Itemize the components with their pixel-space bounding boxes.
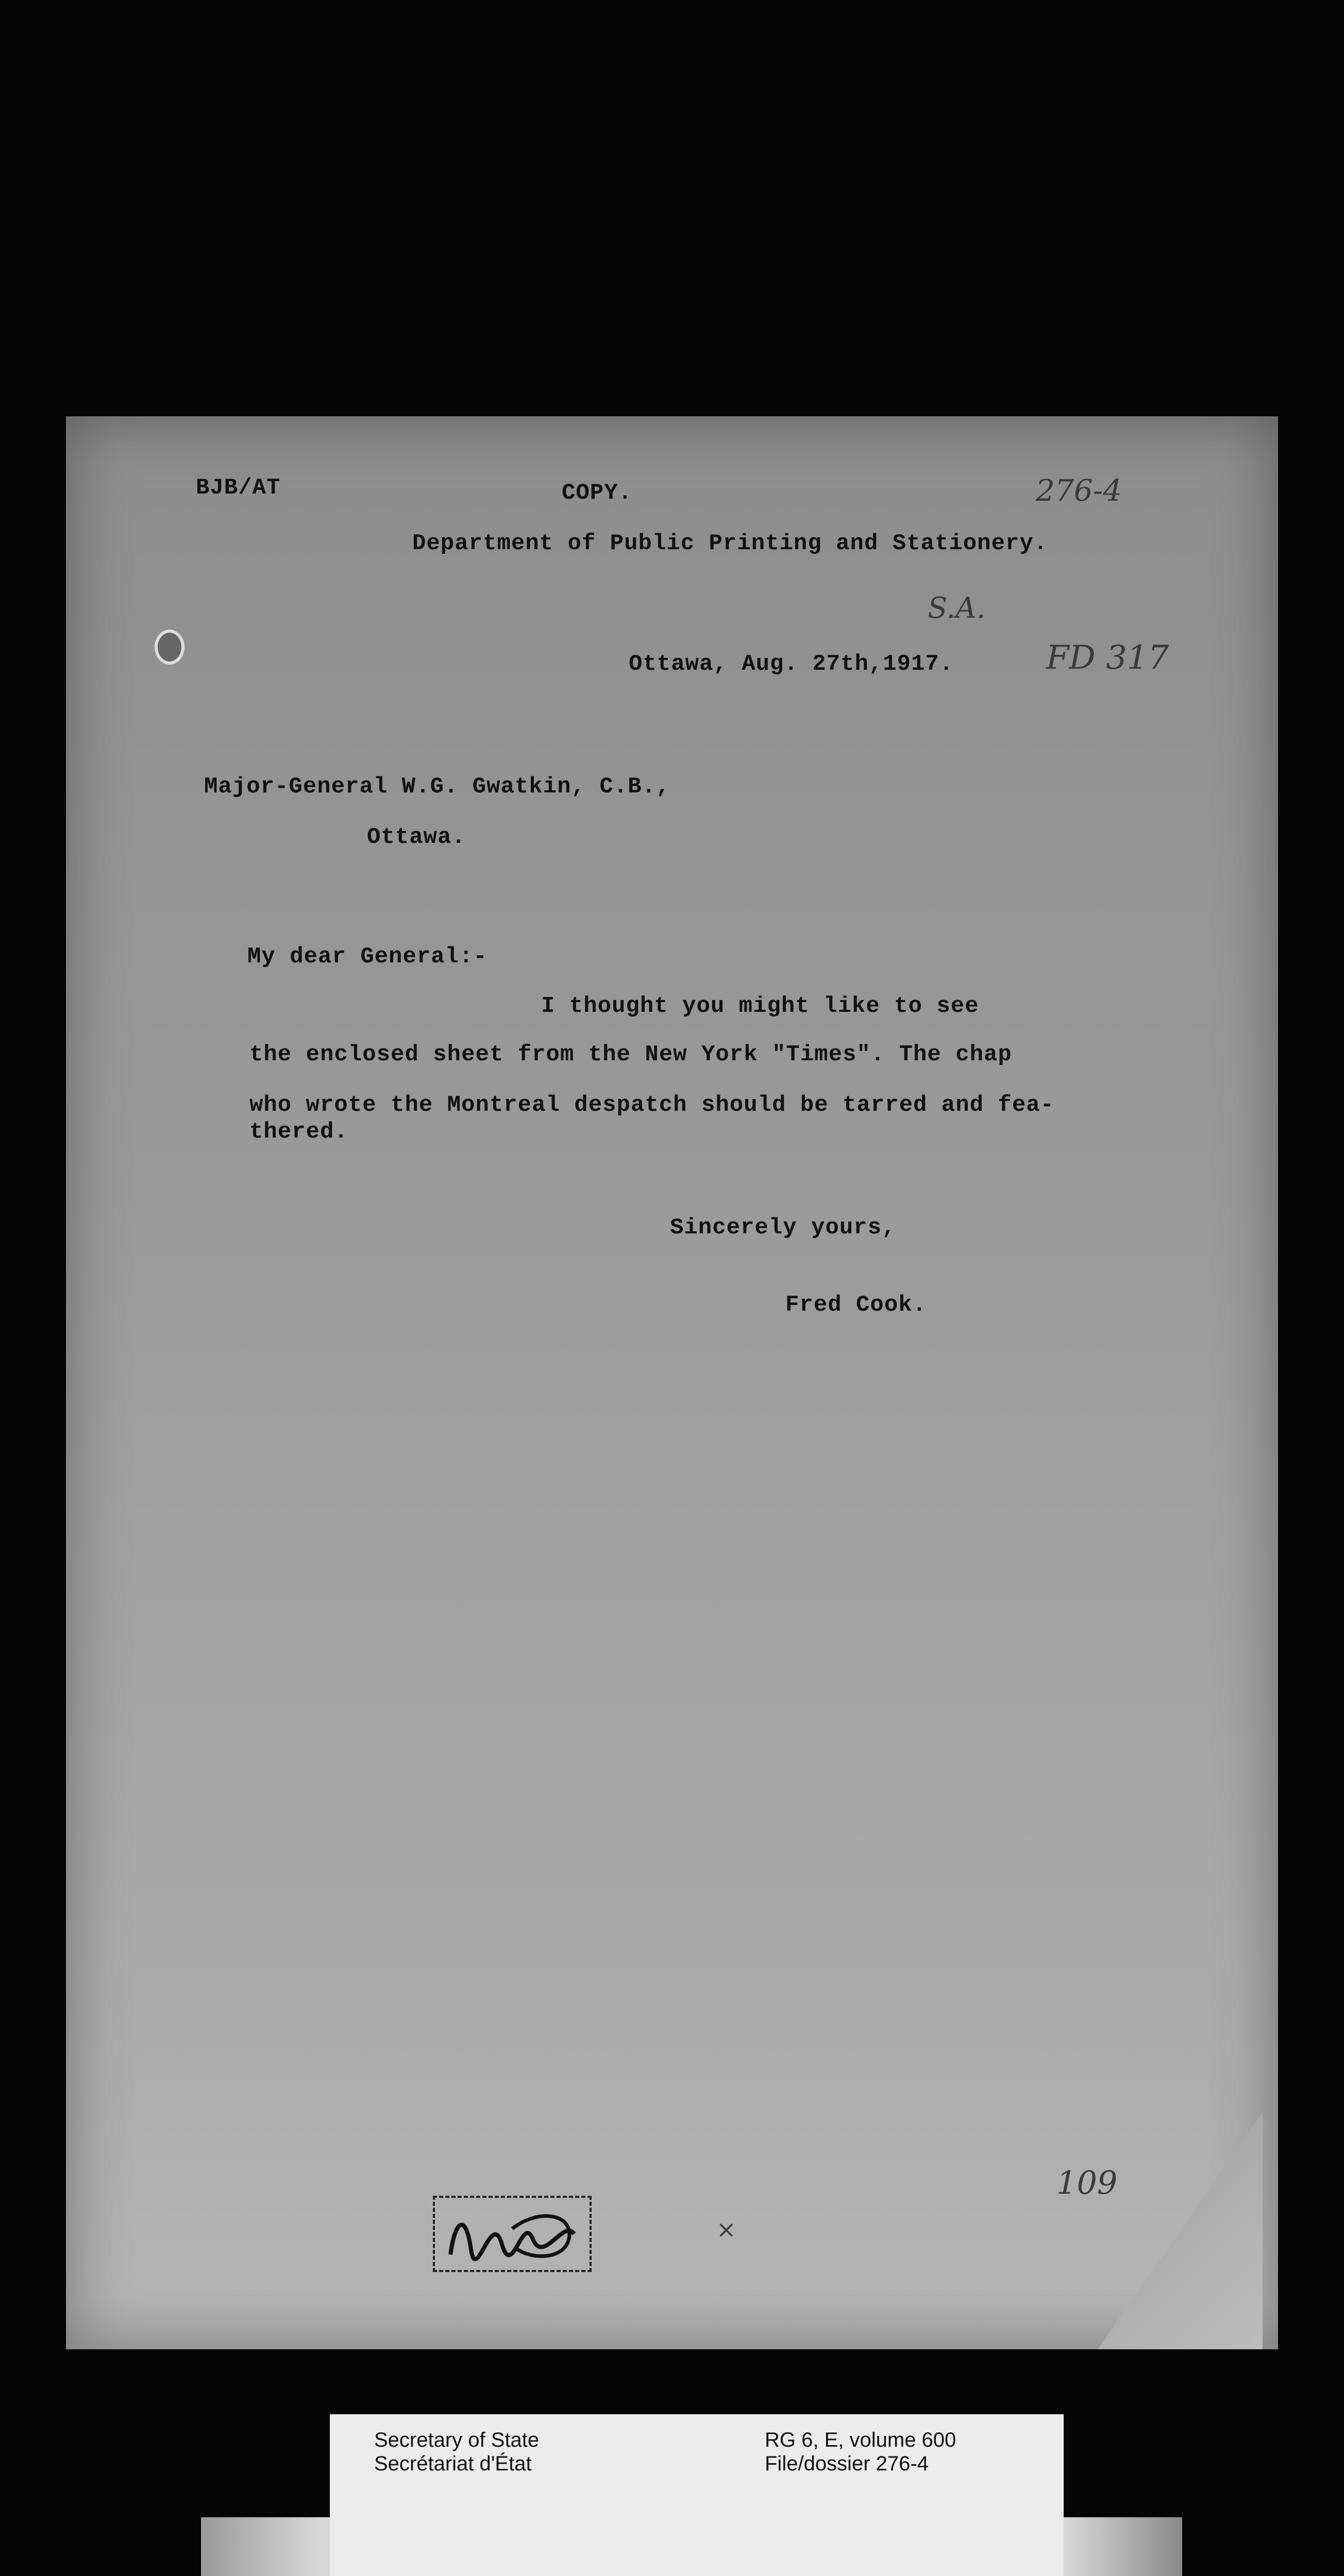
closing: Sincerely yours,	[670, 1215, 896, 1241]
letter-sheet	[66, 416, 1278, 2349]
cross-mark-icon: ×	[716, 2215, 736, 2243]
body-line: who wrote the Montreal despatch should be tarred and fea-	[249, 1092, 1055, 1118]
body-line: thered.	[249, 1119, 348, 1145]
department-fr: Secrétariat d'État	[374, 2452, 532, 2475]
punch-hole	[155, 630, 184, 665]
handwritten-file-number: 276-4	[1036, 473, 1122, 508]
stamp-scribble-icon	[435, 2198, 590, 2270]
copy-mark: COPY.	[562, 480, 633, 506]
handwritten-ref: S.A.	[928, 591, 986, 625]
signature: Fred Cook.	[785, 1292, 927, 1318]
reference-code: BJB/AT	[196, 475, 281, 501]
body-line: I thought you might like to see	[541, 993, 979, 1019]
department-en: Secretary of State	[374, 2429, 540, 2451]
record-group: RG 6, E, volume 600	[765, 2429, 956, 2451]
handwritten-fd-number: FD 317	[1046, 639, 1169, 677]
body-line: the enclosed sheet from the New York "Times". The chap	[249, 1042, 1012, 1067]
recipient-name: Major-General W.G. Gwatkin, C.B.,	[204, 774, 670, 800]
record-label	[330, 2414, 1064, 2576]
handwritten-page-number: 109	[1056, 2164, 1118, 2201]
department-heading: Department of Public Printing and Stationery.	[412, 531, 1048, 556]
salutation: My dear General:-	[247, 944, 488, 970]
ink-stamp	[433, 2196, 592, 2272]
file-number: File/dossier 276-4	[765, 2452, 929, 2475]
recipient-city: Ottawa.	[367, 824, 466, 850]
letter-date: Ottawa, Aug. 27th,1917.	[629, 651, 954, 677]
